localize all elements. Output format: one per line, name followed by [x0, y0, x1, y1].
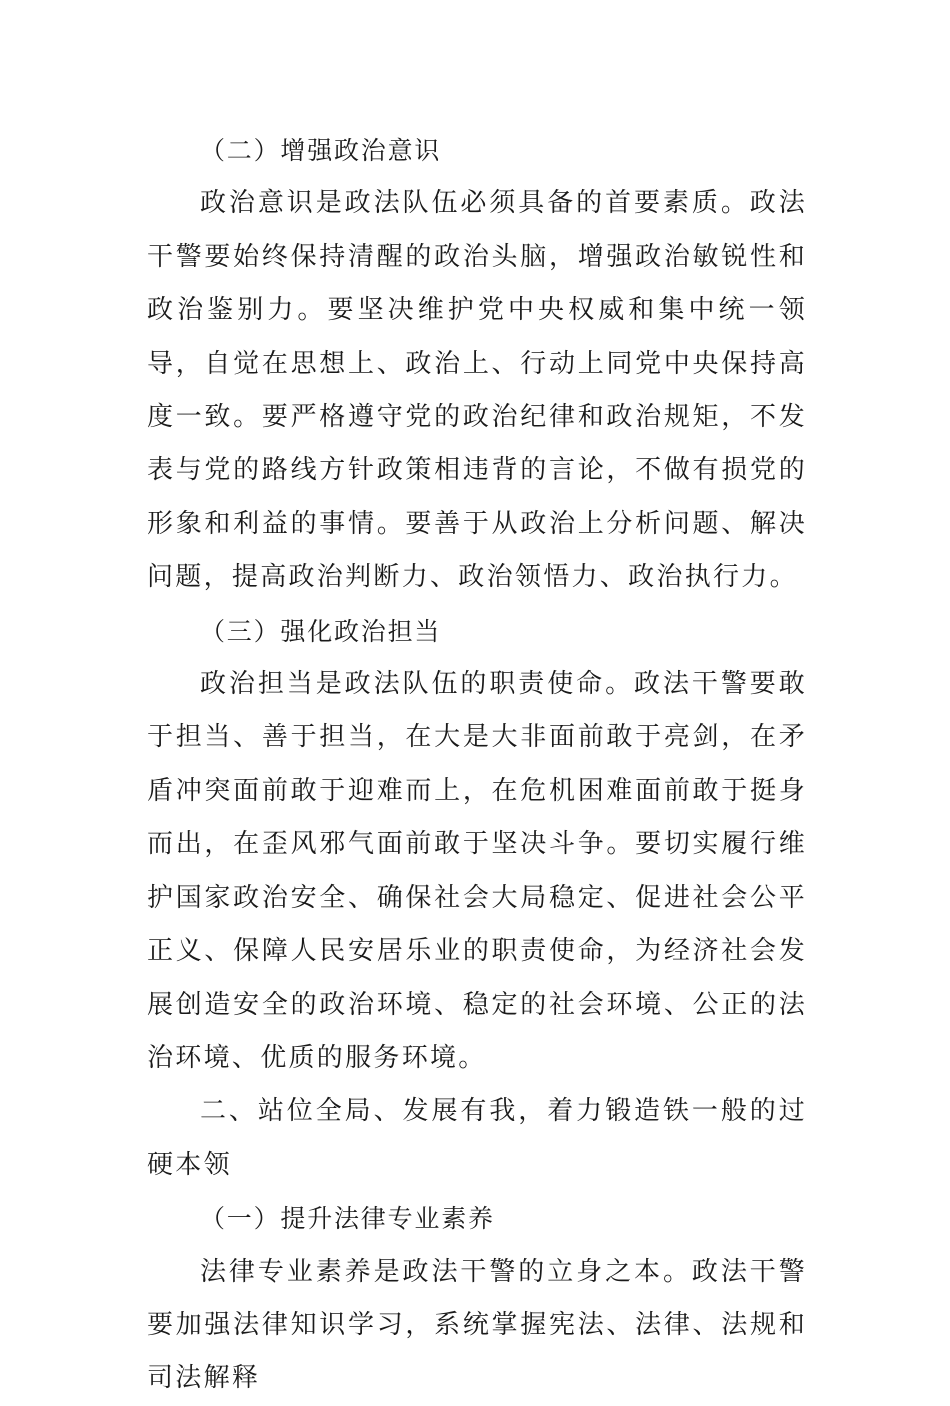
document-body	[147, 124, 807, 1406]
paragraph-political-awareness: 政治意识是政法队伍必须具备的首要素质。政法干警要始终保持清醒的政治头脑，增强政治敏锐性和政治鉴别力。要坚决维护党中央权威和集中统一领导，自觉在思想上、政治上、行动上同党中央保持高度一致。要严格遵守党的政治纪律和政治规矩，不发表与党的路线方针政策相违背的言论，不做有损党的形象和利益的事情。要善于从政治上分析问题、解决问题，提高政治判断力、政治领悟力、政治执行力。	[147, 188, 807, 593]
paragraph-political-responsibility: 政治担当是政法队伍的职责使命。政法干警要敢于担当、善于担当，在大是大非面前敢于亮剑，在矛盾冲突面前敢于迎难而上，在危机困难面前敢于挺身而出，在歪风邪气面前敢于坚决斗争。要切实履行维护国家政治安全、确保社会大局稳定、促进社会公平正义、保障人民安居乐业的职责使命，为经济社会发展创造安全的政治环境、稳定的社会环境、公正的法治环境、优质的服务环境。	[147, 669, 807, 1073]
section-heading-2: 二、站位全局、发展有我，着力锻造铁一般的过硬本领	[147, 1096, 807, 1180]
subsection-heading-1: （一）提升法律专业素养	[200, 1204, 495, 1234]
subsection-heading-3: （三）强化政治担当	[200, 616, 442, 646]
paragraph-legal-competence: 法律专业素养是政法干警的立身之本。政法干警要加强法律知识学习，系统掌握宪法、法律、法规和司法解释	[147, 1256, 807, 1394]
subsection-heading-2: （二）增强政治意识	[200, 136, 442, 165]
